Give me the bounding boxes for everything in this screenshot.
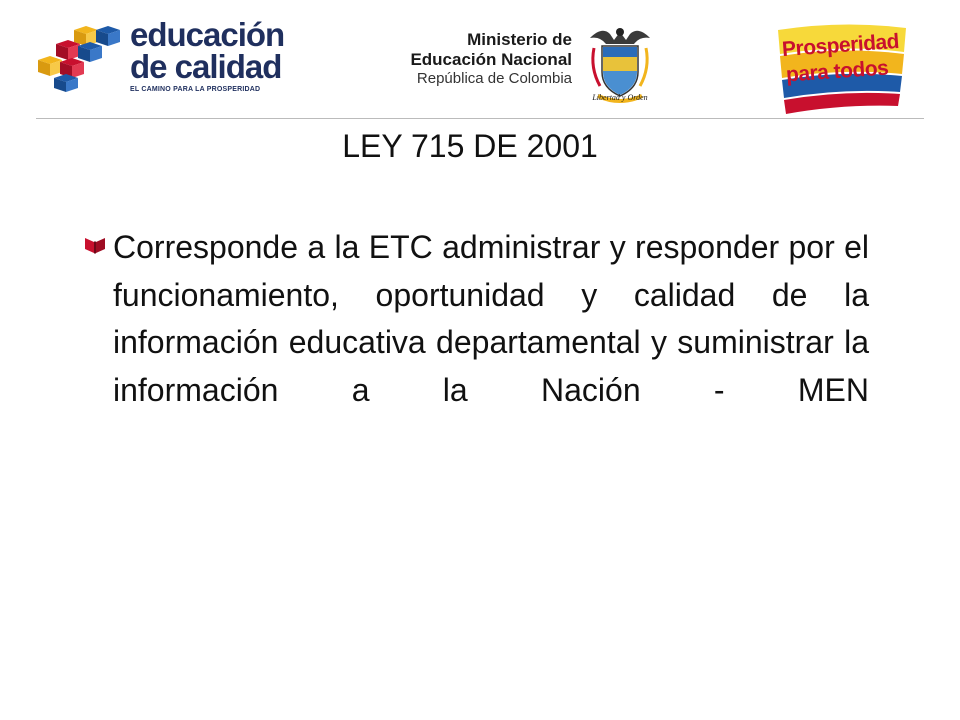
ministry-line3: República de Colombia	[416, 70, 572, 87]
ministry-motto: Libertad y Orden	[592, 93, 648, 102]
edu-logo-line2: de calidad	[130, 48, 282, 85]
red-book-bullet-icon	[84, 236, 106, 254]
edu-logo-tagline: EL CAMINO PARA LA PROSPERIDAD	[130, 86, 261, 93]
prosperidad-para-todos-logo	[772, 22, 912, 118]
educacion-de-calidad-logo	[34, 16, 294, 98]
prosperity-line1: Prosperidad	[781, 29, 900, 62]
ministry-line2: Educación Nacional	[410, 50, 572, 69]
slide-title: LEY 715 DE 2001	[342, 128, 598, 164]
cubes-logo-icon	[34, 26, 126, 92]
edu-logo-line1: educación	[130, 16, 285, 53]
bullet-paragraph: Corresponde a la ETC administrar y responder por el funcionamiento, oportunidad y calidad de la información educativa departamental y suministrar la información a la Nación - MEN	[113, 229, 869, 408]
header-divider	[36, 118, 924, 119]
ministerio-logo	[386, 30, 572, 100]
prosperity-line2: para todos	[785, 56, 890, 87]
ministry-line1: Ministerio de	[467, 30, 572, 49]
